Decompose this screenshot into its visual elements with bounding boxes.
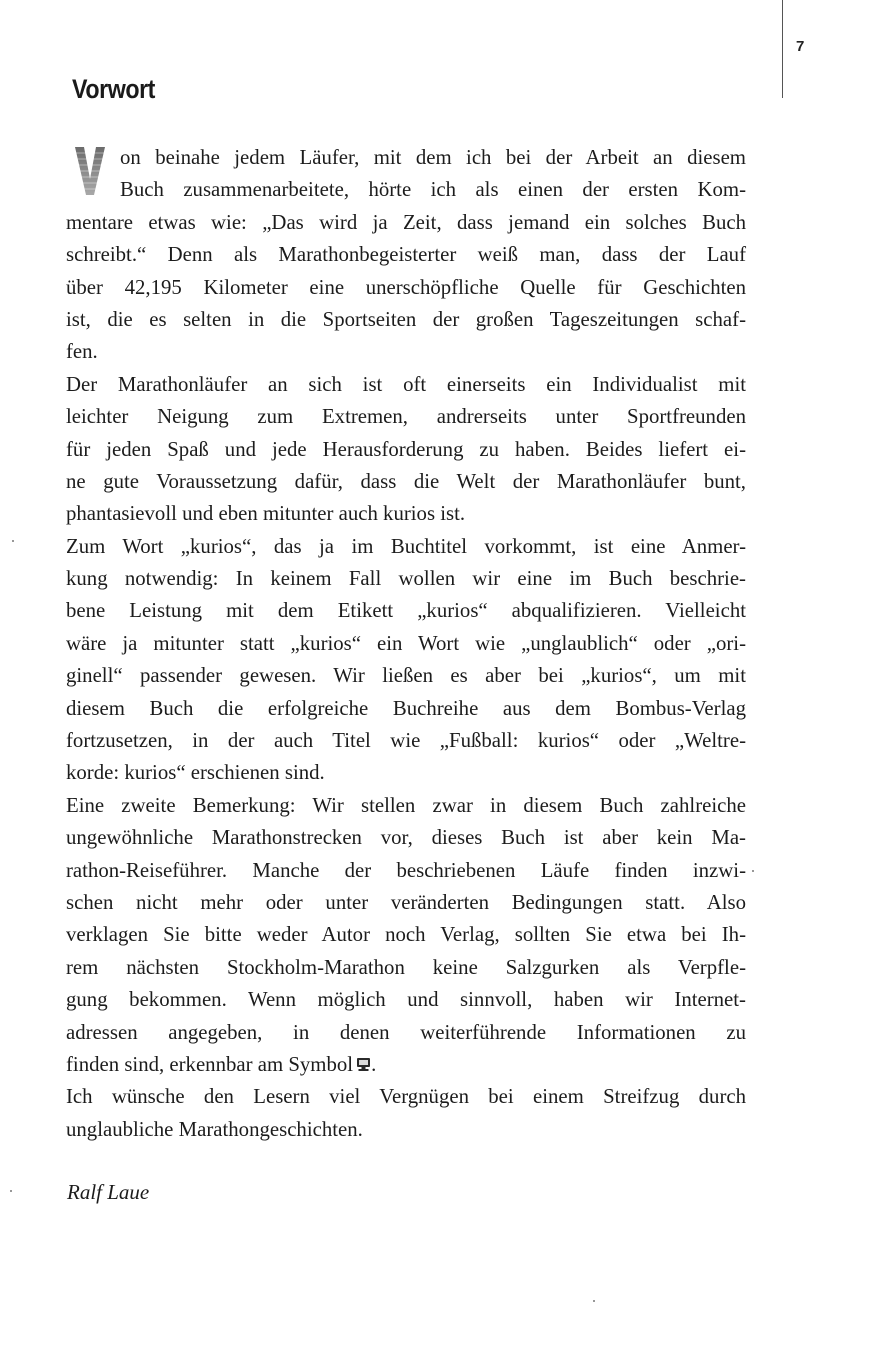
text-line: korde: kurios“ erschienen sind. <box>66 761 325 785</box>
text-line: verklagen Sie bitte weder Autor noch Verlag, sollten Sie etwa bei Ih- <box>66 923 746 947</box>
text-line-with-symbol <box>66 1049 746 1081</box>
text-line: leichter Neigung zum Extremen, andrerseits unter Sportfreunden <box>66 405 746 429</box>
scan-speck <box>12 540 14 542</box>
symbol-sentence: finden sind, erkennbar am Symbol <box>66 1052 354 1076</box>
text-line: ginell“ passender gewesen. Wir ließen es aber bei „kurios“, um mit <box>66 664 746 688</box>
text-line: unglaubliche Marathongeschichten. <box>66 1117 363 1141</box>
text-line: gung bekommen. Wenn möglich und sinnvoll, haben wir Internet- <box>66 988 746 1012</box>
text-line: schen nicht mehr oder unter veränderten Bedingungen statt. Also <box>66 890 746 914</box>
text-line: kung notwendig: In keinem Fall wollen wir eine im Buch beschrie- <box>66 567 746 591</box>
text-line: Eine zweite Bemerkung: Wir stellen zwar in diesem Buch zahlreiche <box>66 793 746 817</box>
page-number: 7 <box>796 38 805 55</box>
text-line: adressen angegeben, in denen weiterführende Informationen zu <box>66 1020 746 1044</box>
text-line: phantasievoll und eben mitunter auch kurios ist. <box>66 502 466 526</box>
computer-monitor-icon <box>356 1050 371 1065</box>
text-line: rem nächsten Stockholm-Marathon keine Salzgurken als Verpfle- <box>66 955 746 979</box>
scan-speck <box>10 1190 12 1192</box>
text-line: bene Leistung mit dem Etikett „kurios“ abqualifizieren. Vielleicht <box>66 599 746 623</box>
text-line: ungewöhnliche Marathonstrecken vor, dieses Buch ist aber kein Ma- <box>66 826 746 850</box>
text-line: rathon-Reiseführer. Manche der beschriebenen Läufe finden inzwi- <box>66 858 746 882</box>
text-line: fortzusetzen, in der auch Titel wie „Fußball: kurios“ oder „Weltre- <box>66 729 746 753</box>
scan-speck <box>752 870 754 872</box>
text-line: Zum Wort „kurios“, das ja im Buchtitel vorkommt, ist eine Anmer- <box>66 534 746 558</box>
text-line: ne gute Voraussetzung dafür, dass die Welt der Marathonläufer bunt, <box>66 469 746 493</box>
text-line: Ich wünsche den Lesern viel Vergnügen bei einem Streifzug durch <box>66 1085 746 1109</box>
symbol-period: . <box>371 1052 377 1076</box>
text-line: diesem Buch die erfolgreiche Buchreihe aus dem Bombus-Verlag <box>66 696 746 720</box>
text-line: über 42,195 Kilometer eine unerschöpfliche Quelle für Geschichten <box>66 275 746 299</box>
text-line: für jeden Spaß und jede Herausforderung zu haben. Beides liefert ei- <box>66 437 746 461</box>
author-signature: Ralf Laue <box>67 1180 150 1204</box>
preface-body <box>66 142 746 1146</box>
scan-speck <box>593 1300 595 1302</box>
text-line: on beinahe jedem Läufer, mit dem ich bei der Arbeit an diesem <box>120 146 746 169</box>
page-edge-rule <box>782 0 783 98</box>
text-line: fen. <box>66 340 98 364</box>
text-line: Buch zusammenarbeitete, hörte ich als einen der ersten Kom- <box>120 178 746 202</box>
text-line: schreibt.“ Denn als Marathonbegeisterter weiß man, dass der Lauf <box>66 243 746 267</box>
page-title: Vorwort <box>72 74 155 104</box>
text-line: wäre ja mitunter statt „kurios“ ein Wort wie „unglaublich“ oder „ori- <box>66 631 746 655</box>
text-line: ist, die es selten in die Sportseiten der großen Tageszeitungen schaf- <box>66 307 746 331</box>
text-line: mentare etwas wie: „Das wird ja Zeit, dass jemand ein solches Buch <box>66 210 746 234</box>
text-line: Der Marathonläufer an sich ist oft einerseits ein Individualist mit <box>66 372 746 396</box>
